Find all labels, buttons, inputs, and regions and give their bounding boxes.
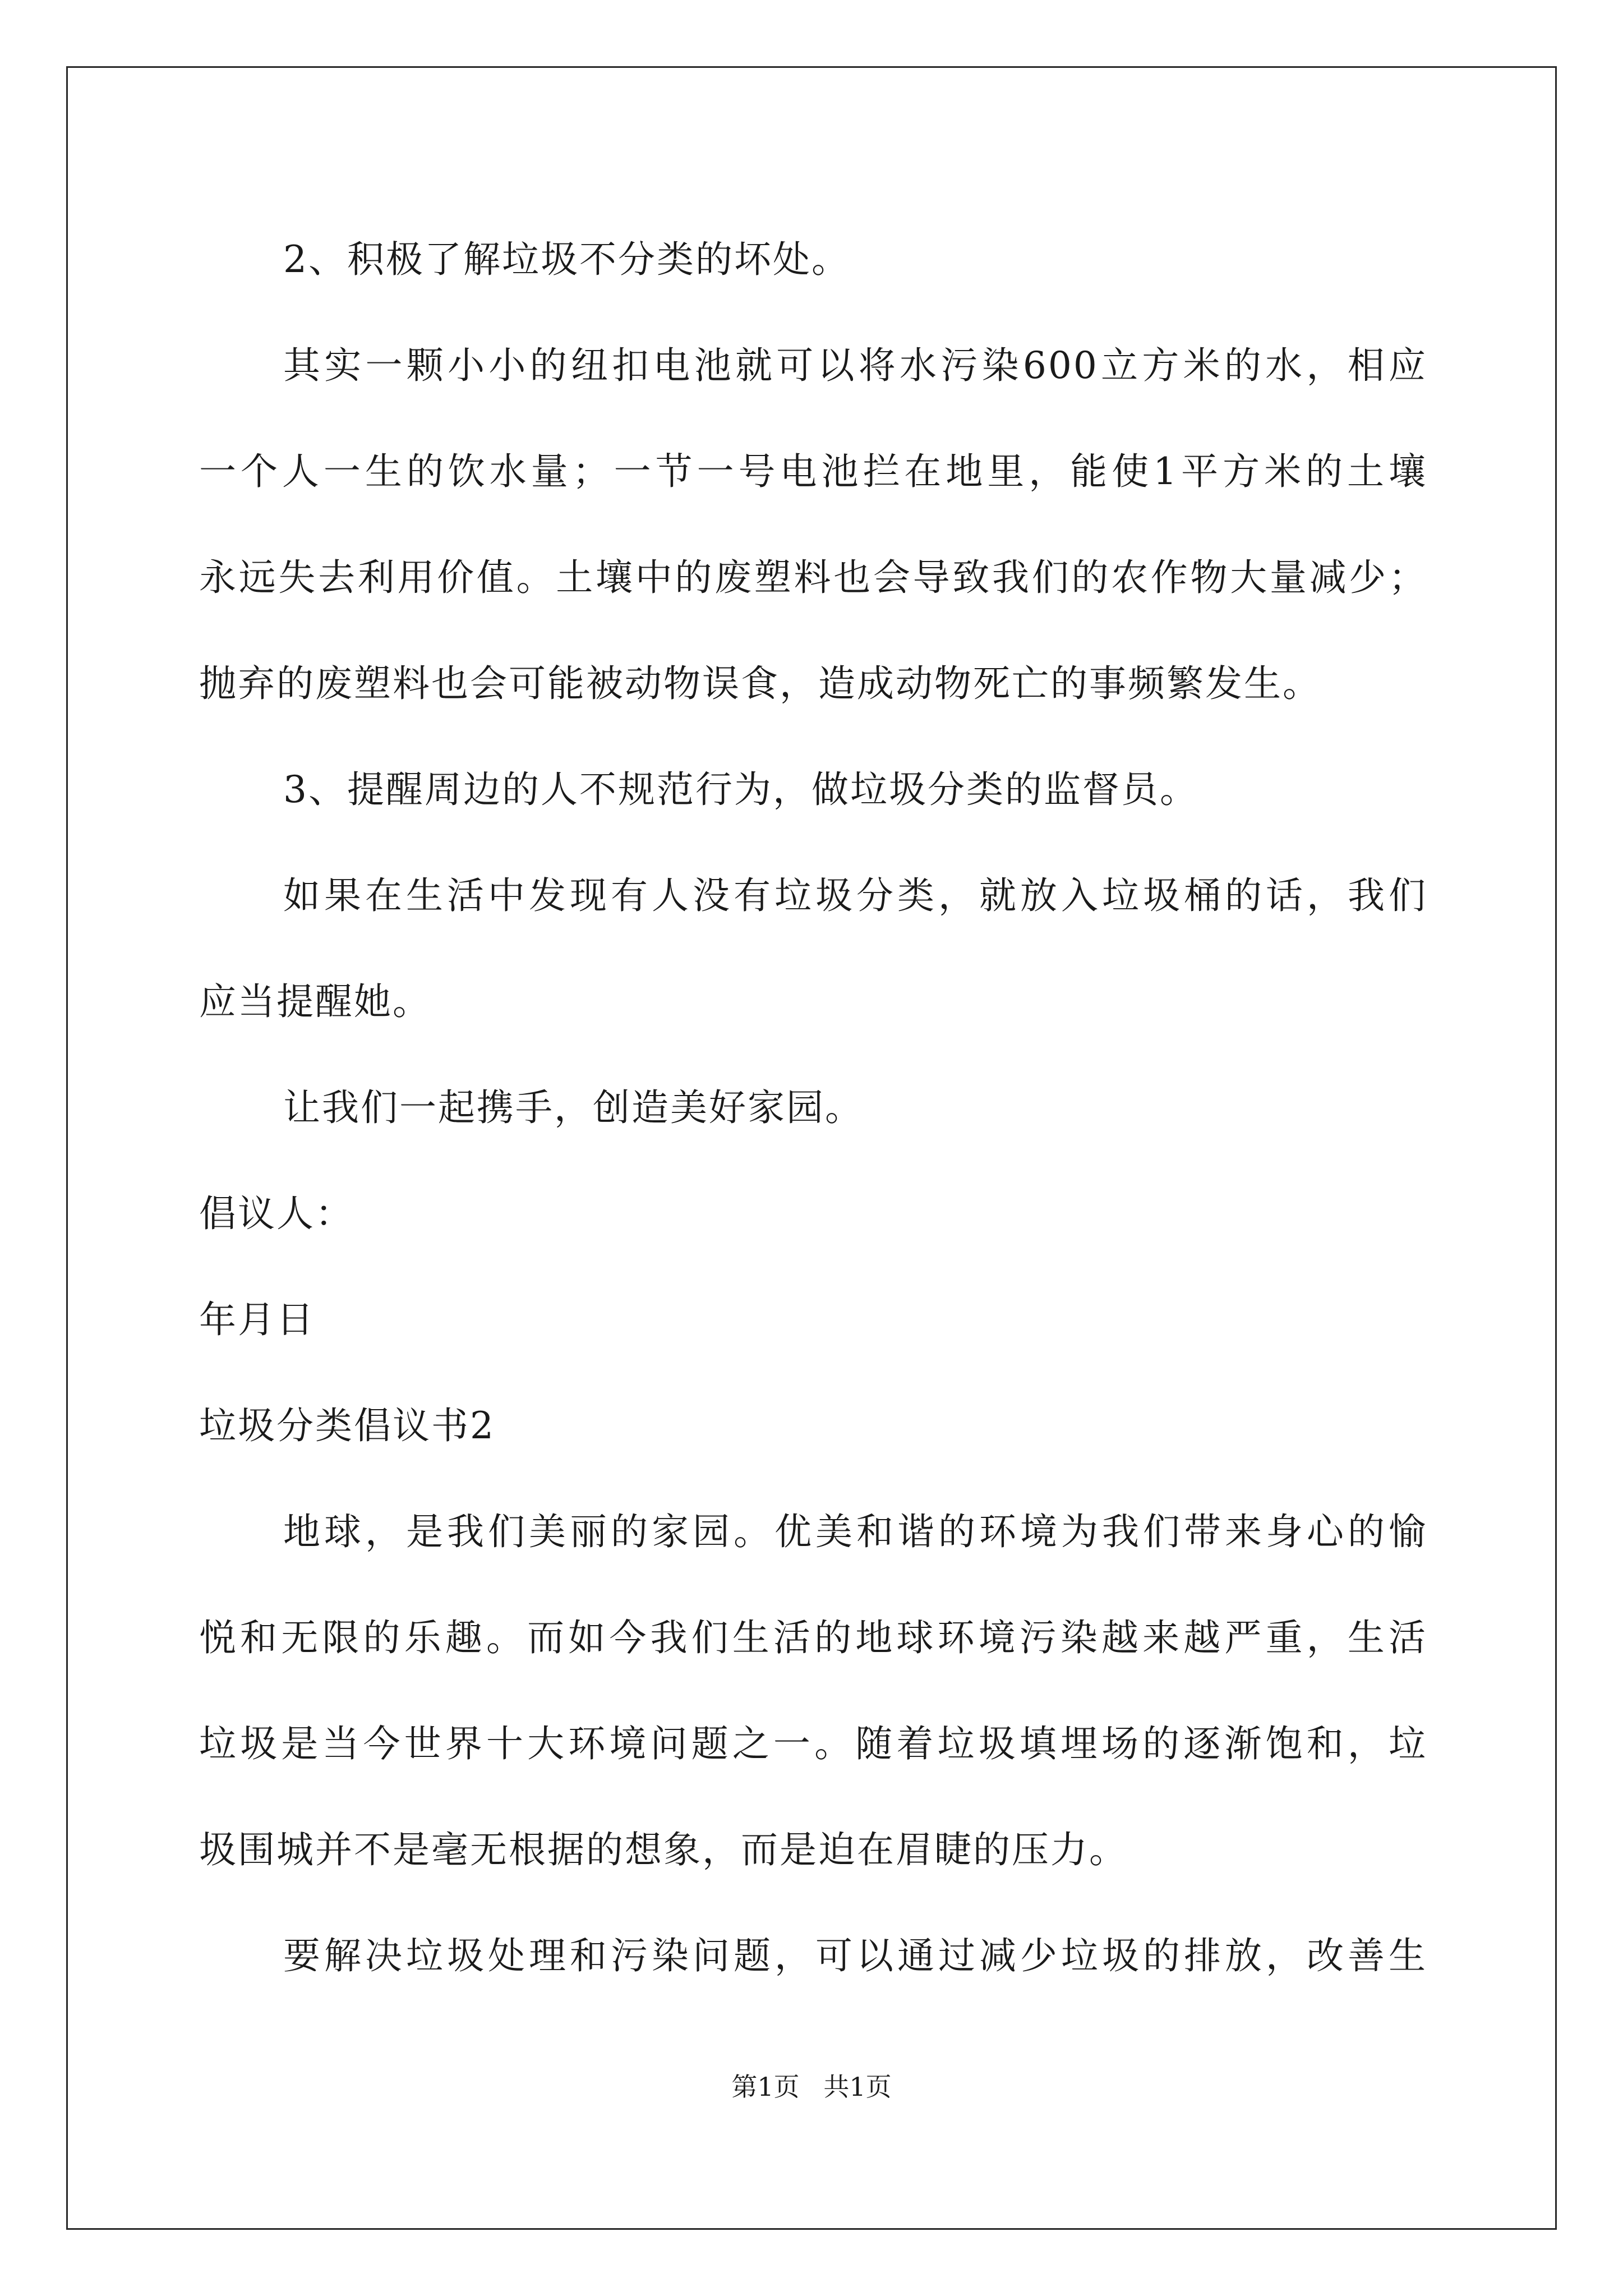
paragraph-line: 2、积极了解垃圾不分类的坏处。	[283, 238, 850, 281]
paragraph-line: 垃圾是当今世界十大环境问题之一。随着垃圾填埋场的逐渐饱和，垃	[199, 1722, 1427, 1765]
paragraph-line: 应当提醒她。	[199, 980, 431, 1023]
date-line: 年月日	[199, 1298, 315, 1341]
page-number: 第1页	[731, 2072, 800, 2102]
paragraph-line: 悦和无限的乐趣。而如今我们生活的地球环境污染越来越严重，生活	[199, 1616, 1427, 1659]
document-body	[199, 206, 1427, 2009]
paragraph-line: 永远失去利用价值。土壤中的废塑料也会导致我们的农作物大量减少；	[199, 556, 1427, 599]
paragraph-line: 抛弃的废塑料也会可能被动物误食，造成动物死亡的事频繁发生。	[199, 662, 1321, 705]
page-total: 共1页	[823, 2072, 892, 2102]
paragraph-line: 让我们一起携手，创造美好家园。	[283, 1086, 864, 1129]
section-title: 垃圾分类倡议书2	[199, 1404, 495, 1447]
paragraph-line: 圾围城并不是毫无根据的想象，而是迫在眉睫的压力。	[199, 1828, 1128, 1871]
signature-label: 倡议人：	[199, 1192, 354, 1235]
paragraph-line: 地球，是我们美丽的家园。优美和谐的环境为我们带来身心的愉	[283, 1510, 1427, 1553]
paragraph-line: 一个人一生的饮水量；一节一号电池拦在地里，能使1平方米的土壤	[199, 450, 1427, 493]
paragraph-line: 如果在生活中发现有人没有垃圾分类，就放入垃圾桶的话，我们	[283, 874, 1427, 917]
paragraph-line: 3、提醒周边的人不规范行为，做垃圾分类的监督员。	[283, 768, 1198, 811]
paragraph-line: 其实一颗小小的纽扣电池就可以将水污染600立方米的水，相应	[283, 344, 1427, 387]
page-footer	[0, 2070, 1623, 2104]
paragraph-line: 要解决垃圾处理和污染问题，可以通过减少垃圾的排放，改善生	[283, 1934, 1427, 1977]
